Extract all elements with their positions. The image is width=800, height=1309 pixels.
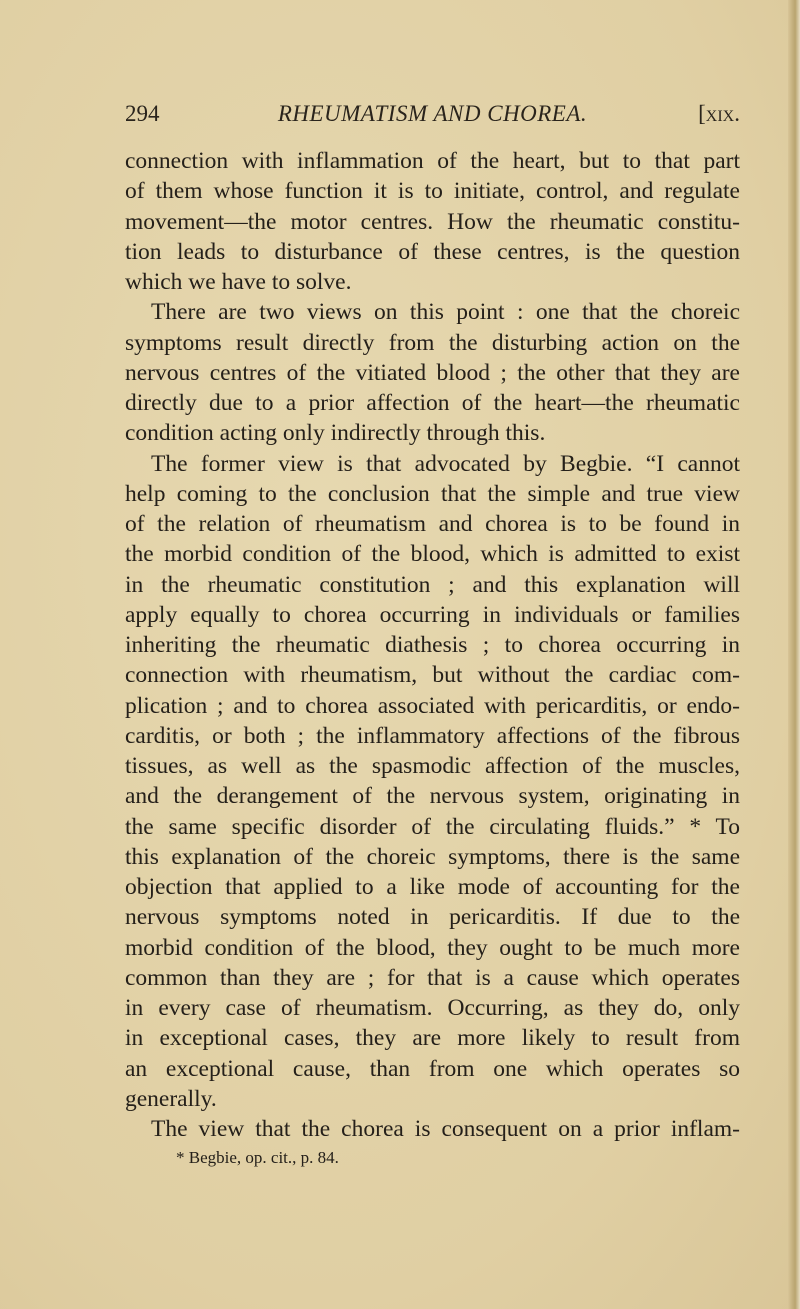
text-line: common than they are ; for that is a cause which operates [125,964,740,991]
text-line: The view that the chorea is consequent on a prior inflam- [151,1116,740,1142]
text-line: of the relation of rheumatism and chorea is to be found in [125,511,740,537]
text-line: of them whose function it is to initiate, control, and regulate [125,178,740,205]
text-line: carditis, or both ; the inflammatory affections of the fibrous [125,722,740,749]
running-title: RHEUMATISM AND CHOREA. [277,101,588,126]
text-line: which we have to solve. [125,269,352,295]
running-header [125,101,740,133]
text-line: The former view is that advocated by Begbie. “I cannot [151,450,740,477]
text-line: plication ; and to chorea associated with pericarditis, or endo- [125,692,740,719]
text-line: There are two views on this point : one that the choreic [151,299,740,326]
text-line: in the rheumatic constitution ; and this explanation will [125,571,740,598]
page-edge [788,0,800,1309]
text-line: condition acting only indirectly through this. [125,420,546,447]
chapter-number: [xix. [698,101,740,126]
footnote: * Begbie, op. cit., p. 84. [176,1148,339,1167]
text-line: tion leads to disturbance of these centres, is the question [125,238,740,265]
text-line: nervous symptoms noted in pericarditis. If due to the [125,904,740,931]
text-line: the morbid condition of the blood, which is admitted to exist [125,541,740,568]
text-line: inheriting the rheumatic diathesis ; to chorea occurring in [125,632,740,658]
text-line: nervous centres of the vitiated blood ; the other that they are [125,359,740,386]
text-line: morbid condition of the blood, they ought to be much more [125,934,740,961]
text-line: help coming to the conclusion that the simple and true view [125,480,740,507]
text-line: this explanation of the choreic symptoms, there is the same [125,843,740,870]
text-line: symptoms result directly from the disturbing action on the [125,329,740,356]
text-line: the same specific disorder of the circulating fluids.” * To [125,813,740,840]
text-line: movement—the motor centres. How the rheumatic constitu- [125,208,740,235]
text-line: objection that applied to a like mode of accounting for the [125,874,740,900]
text-line: in every case of rheumatism. Occurring, as they do, only [125,995,740,1021]
text-line: an exceptional cause, than from one which operates so [125,1055,740,1082]
text-line: in exceptional cases, they are more likely to result from [125,1025,740,1052]
text-line: connection with inflammation of the heart, but to that part [125,148,740,174]
text-line: generally. [125,1085,217,1112]
text-line: connection with rheumatism, but without the cardiac com- [125,662,740,689]
text-line: directly due to a prior affection of the heart—the rheumatic [125,390,740,416]
text-line: apply equally to chorea occurring in individuals or families [125,601,740,628]
body-text [125,146,740,1144]
page-number: 294 [125,101,160,126]
text-line: and the derangement of the nervous system, originating in [125,783,740,810]
text-line: tissues, as well as the spasmodic affection of the muscles, [125,753,740,779]
